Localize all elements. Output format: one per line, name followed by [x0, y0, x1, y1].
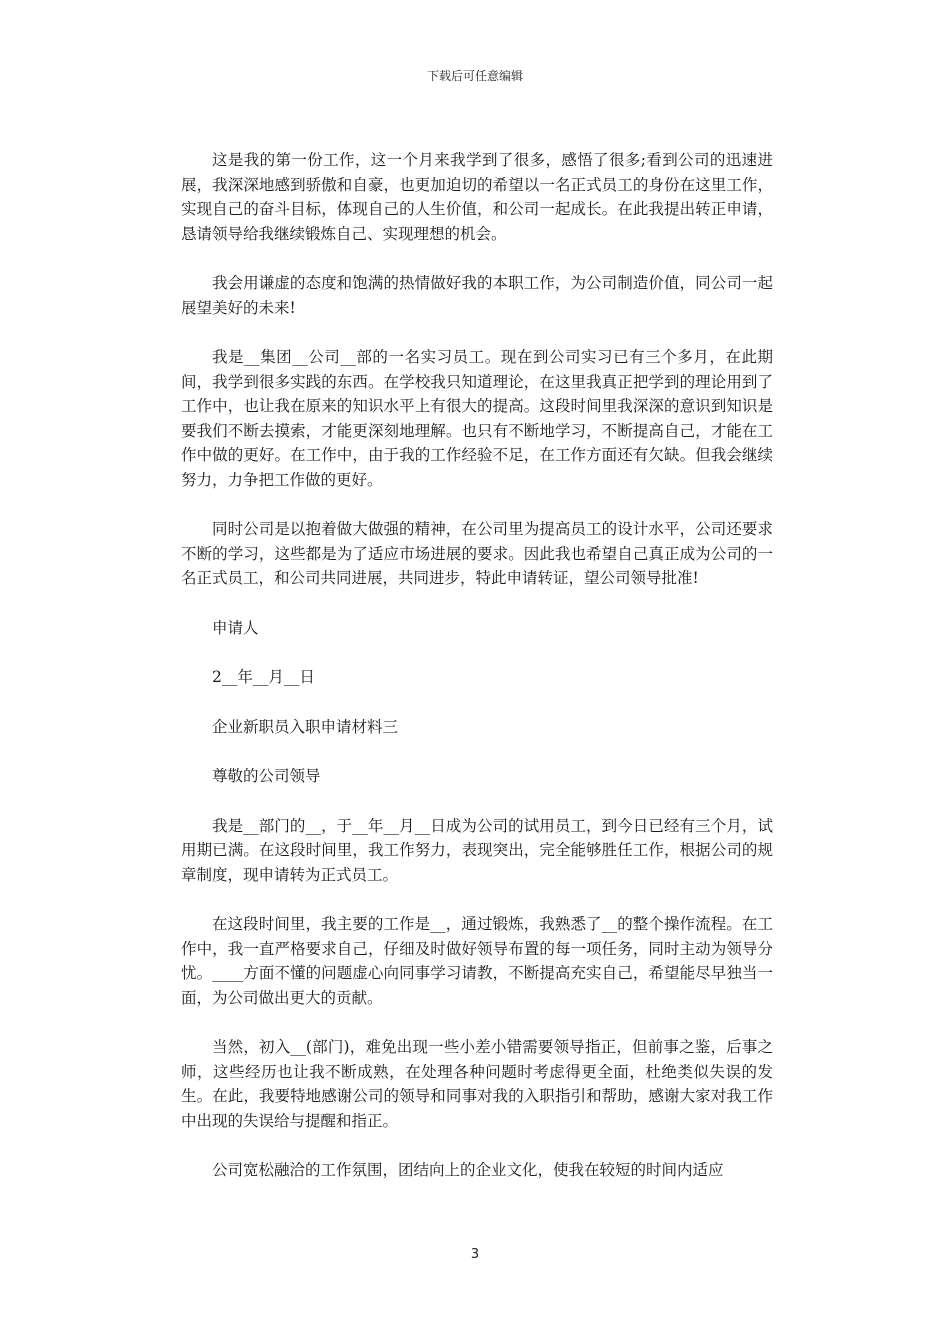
paragraph-8: 公司宽松融洽的工作氛围，团结向上的企业文化，使我在较短的时间内适应 [212, 1161, 724, 1179]
date-line: 2__年__月__日 [212, 668, 315, 686]
paragraph-3: 我是__集团__公司__部的一名实习员工。现在到公司实习已有三个多月，在此期间，我学到很多实践的东西。在学校我只知道理论，在这里我真正把学到的理论用到了工作中，也让我在原来的知识水平上有很大的提高。这段时间里我深深的意识到知识是要我们不断去摸索，才能更深刻地理解。也只有不断地学习，不断提高自己，才能在工作中做的更好。在工作中，由于我的工作经验不足，在工作方面还有欠缺。但我会继续努力，力争把工作做的更好。 [181, 348, 773, 489]
paragraph-2: 我会用谦虚的态度和饱满的热情做好我的本职工作，为公司制造价值，同公司一起展望美好的未来! [181, 274, 773, 317]
document-body [181, 148, 773, 1183]
page-header: 下载后可任意编辑 [426, 69, 523, 83]
salutation: 尊敬的公司领导 [212, 767, 321, 785]
section-title: 企业新职员入职申请材料三 [212, 717, 399, 736]
page-number: 3 [470, 1247, 480, 1262]
paragraph-5: 我是__部门的__，于__年__月__日成为公司的试用员工，到今日已经有三个月，试用期已满。在这段时间里，我工作努力，表现突出，完全能够胜任工作，根据公司的规章制度，现申请转为正式员工。 [181, 816, 773, 884]
paragraph-4: 同时公司是以抱着做大做强的精神，在公司里为提高员工的设计水平，公司还要求不断的学习，这些都是为了适应市场进展的要求。因此我也希望自己真正成为公司的一名正式员工，和公司共同进展，共同进步，特此申请转证，望公司领导批准! [181, 520, 773, 587]
paragraph-6: 在这段时间里，我主要的工作是__，通过锻炼，我熟悉了__的整个操作流程。在工作中，我一直严格要求自己，仔细及时做好领导布置的每一项任务，同时主动为领导分忧。____方面不懂的问题虚心向同事学习请教，不断提高充实自己，希望能尽早独当一面，为公司做出更大的贡献。 [181, 915, 773, 1007]
applicant-label: 申请人 [212, 618, 259, 637]
paragraph-1: 这是我的第一份工作，这一个月来我学到了很多，感悟了很多;看到公司的迅速进展，我深深地感到骄傲和自豪，也更加迫切的希望以一名正式员工的身份在这里工作，实现自己的奋斗目标，体现自己的人生价值，和公司一起成长。在此我提出转正申请，恳请领导给我继续锻炼自己、实现理想的机会。 [181, 151, 773, 243]
paragraph-7: 当然，初入__(部门)，难免出现一些小差小错需要领导指正，但前事之鉴，后事之师，这些经历也让我不断成熟，在处理各种问题时考虑得更全面，杜绝类似失误的发生。在此，我要特地感谢公司的领导和同事对我的入职指引和帮助，感谢大家对我工作中出现的失误给与提醒和指正。 [181, 1038, 773, 1130]
